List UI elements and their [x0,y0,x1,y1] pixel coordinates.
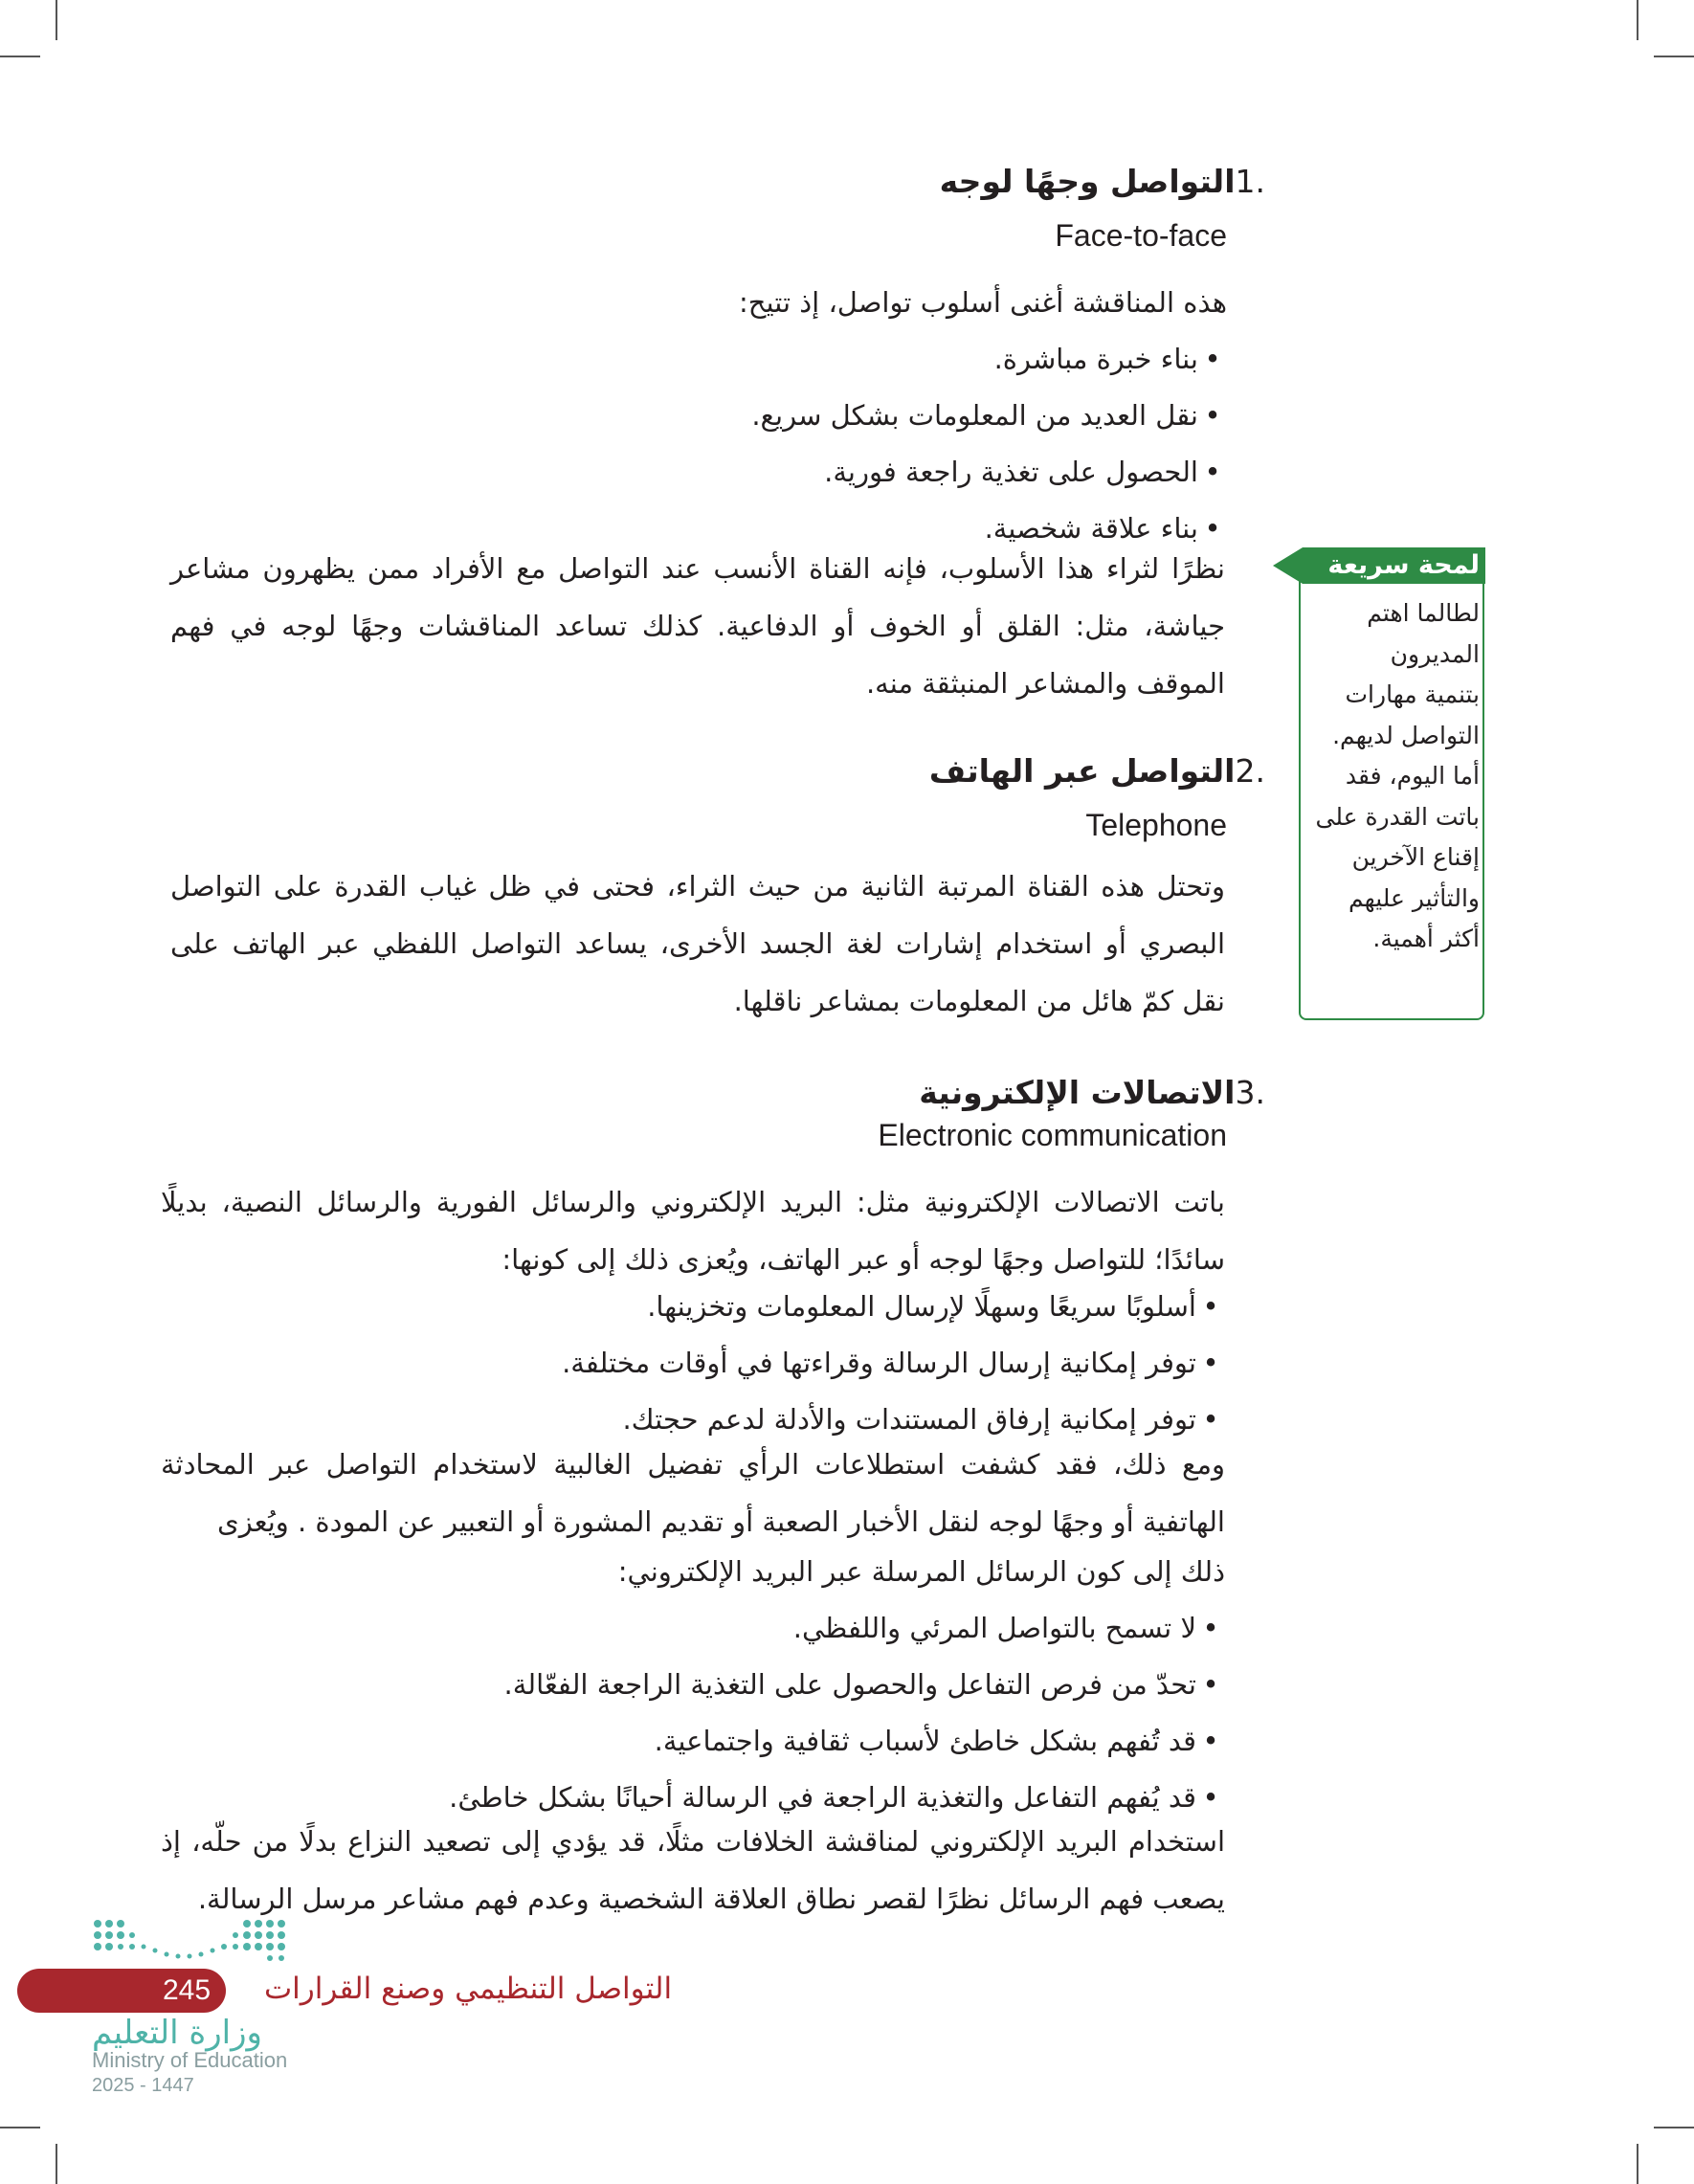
section-number: .1 [1235,163,1265,200]
section1-paragraph: نظرًا لثراء هذا الأسلوب، فإنه القناة الأنسب عند التواصل مع الأفراد ممن يظهرون مشاعر جياشة، مثل: القلق أو الخوف أو الدفاعية. كذلك تساعد المناقشات وجهًا لوجه في فهم الموقف والمشاعر المنبثقة منه. [170,552,1225,700]
section3-paragraph2: ومع ذلك، فقد كشفت استطلاعات الرأي تفضيل الغالبية لاستخدام التواصل عبر المحادثة الهاتفية أو وجهًا لوجه لنقل الأخبار الصعبة أو تقديم المشورة أو التعبير عن المودة . ويُعزى [161,1448,1225,1538]
section-title: الاتصالات الإلكترونية [919,1074,1236,1111]
callout-line: التواصل لديهم. [1332,721,1480,749]
section1-bullet-list [751,331,1227,557]
callout-line: بتنمية مهارات [1345,680,1480,708]
section1-english-title: Face-to-face [1055,218,1227,253]
crop-mark [0,56,40,57]
list-item: • بناء علاقة شخصية. [751,501,1227,557]
crop-mark [56,2144,57,2184]
section1-intro: هذه المناقشة أغنى أسلوب تواصل، إذ تتيح: [738,286,1227,319]
list-item: • نقل العديد من المعلومات بشكل سريع. [751,388,1227,444]
crop-mark [1654,2127,1694,2128]
callout-line: لطالما اهتم [1367,599,1480,627]
page-number: 245 [162,1974,212,2006]
list-item: • قد يُفهم التفاعل والتغذية الراجعة في الرسالة أحيانًا بشكل خاطئ. [449,1770,1225,1826]
section3-paragraph1: باتت الاتصالات الإلكترونية مثل: البريد الإلكتروني والرسائل الفورية والرسائل النصية، بديلًا سائدًا؛ للتواصل وجهًا لوجه أو عبر الهاتف، ويُعزى ذلك إلى كونها: [161,1186,1225,1276]
section3-paragraph2-last-line: ذلك إلى كون الرسائل المرسلة عبر البريد الإلكتروني: [617,1555,1225,1588]
section-number: .2 [1235,752,1265,790]
crop-mark [1654,56,1694,57]
list-item: • لا تسمح بالتواصل المرئي واللفظي. [449,1600,1225,1657]
section2-heading [929,752,1265,790]
list-item: • توفر إمكانية إرسال الرسالة وقراءتها في أوقات مختلفة. [562,1335,1225,1392]
section3-bullet-list-2 [449,1600,1225,1826]
crop-mark [0,2127,40,2128]
crop-mark [1637,0,1638,40]
callout-line: والتأثير عليهم [1349,883,1480,912]
section2-paragraph: وتحتل هذه القناة المرتبة الثانية من حيث الثراء، فحتى في ظل غياب القدرة على التواصل البصري أو استخدام إشارات لغة الجسد الأخرى، يساعد التواصل اللفظي عبر الهاتف على نقل كمّ هائل من المعلومات بمشاعر ناقلها. [170,870,1225,1017]
crop-mark [1637,2144,1638,2184]
quick-glance-text [1305,593,1480,960]
list-item: • بناء خبرة مباشرة. [751,331,1227,388]
crop-mark [56,0,57,40]
section3-bullet-list-1 [562,1279,1225,1448]
callout-line: المديرون [1390,639,1480,668]
section2-english-title: Telephone [1085,808,1227,842]
ministry-logo-dots [92,1918,302,1968]
section-number: .3 [1235,1074,1265,1111]
section3-paragraph3: استخدام البريد الإلكتروني لمناقشة الخلافات مثلًا، قد يؤدي إلى تصعيد النزاع بدلًا من حلّه، إذ يصعب فهم الرسائل نظرًا لقصر نطاق العلاقة الشخصية وعدم فهم مشاعر مرسل الرسالة. [161,1825,1225,1915]
callout-line: أما اليوم، فقد [1345,762,1480,790]
callout-line: باتت القدرة على [1315,802,1480,831]
ministry-arabic-name: وزارة التعليم [92,2014,262,2052]
quick-glance-title: لمحة سريعة [1327,550,1480,580]
callout-line: إقناع الآخرين [1351,843,1480,871]
list-item: • أسلوبًا سريعًا وسهلًا لإرسال المعلومات وتخزينها. [562,1279,1225,1335]
section3-english-title: Electronic communication [878,1118,1227,1152]
list-item: • توفر إمكانية إرفاق المستندات والأدلة لدعم حجتك. [562,1392,1225,1448]
section3-heading [919,1074,1265,1111]
section-title: التواصل وجهًا لوجه [939,163,1236,200]
chapter-title: التواصل التنظيمي وصنع القرارات [264,1972,673,2006]
section-title: التواصل عبر الهاتف [928,752,1236,790]
section1-heading [940,163,1265,200]
academic-year: 2025 - 1447 [92,2075,194,2096]
list-item: • الحصول على تغذية راجعة فورية. [751,444,1227,501]
ministry-english-name: Ministry of Education [92,2048,288,2072]
list-item: • قد تُفهم بشكل خاطئ لأسباب ثقافية واجتماعية. [449,1713,1225,1770]
callout-line: أكثر أهمية. [1372,925,1480,952]
list-item: • تحدّ من فرص التفاعل والحصول على التغذية الراجعة الفعّالة. [449,1657,1225,1713]
